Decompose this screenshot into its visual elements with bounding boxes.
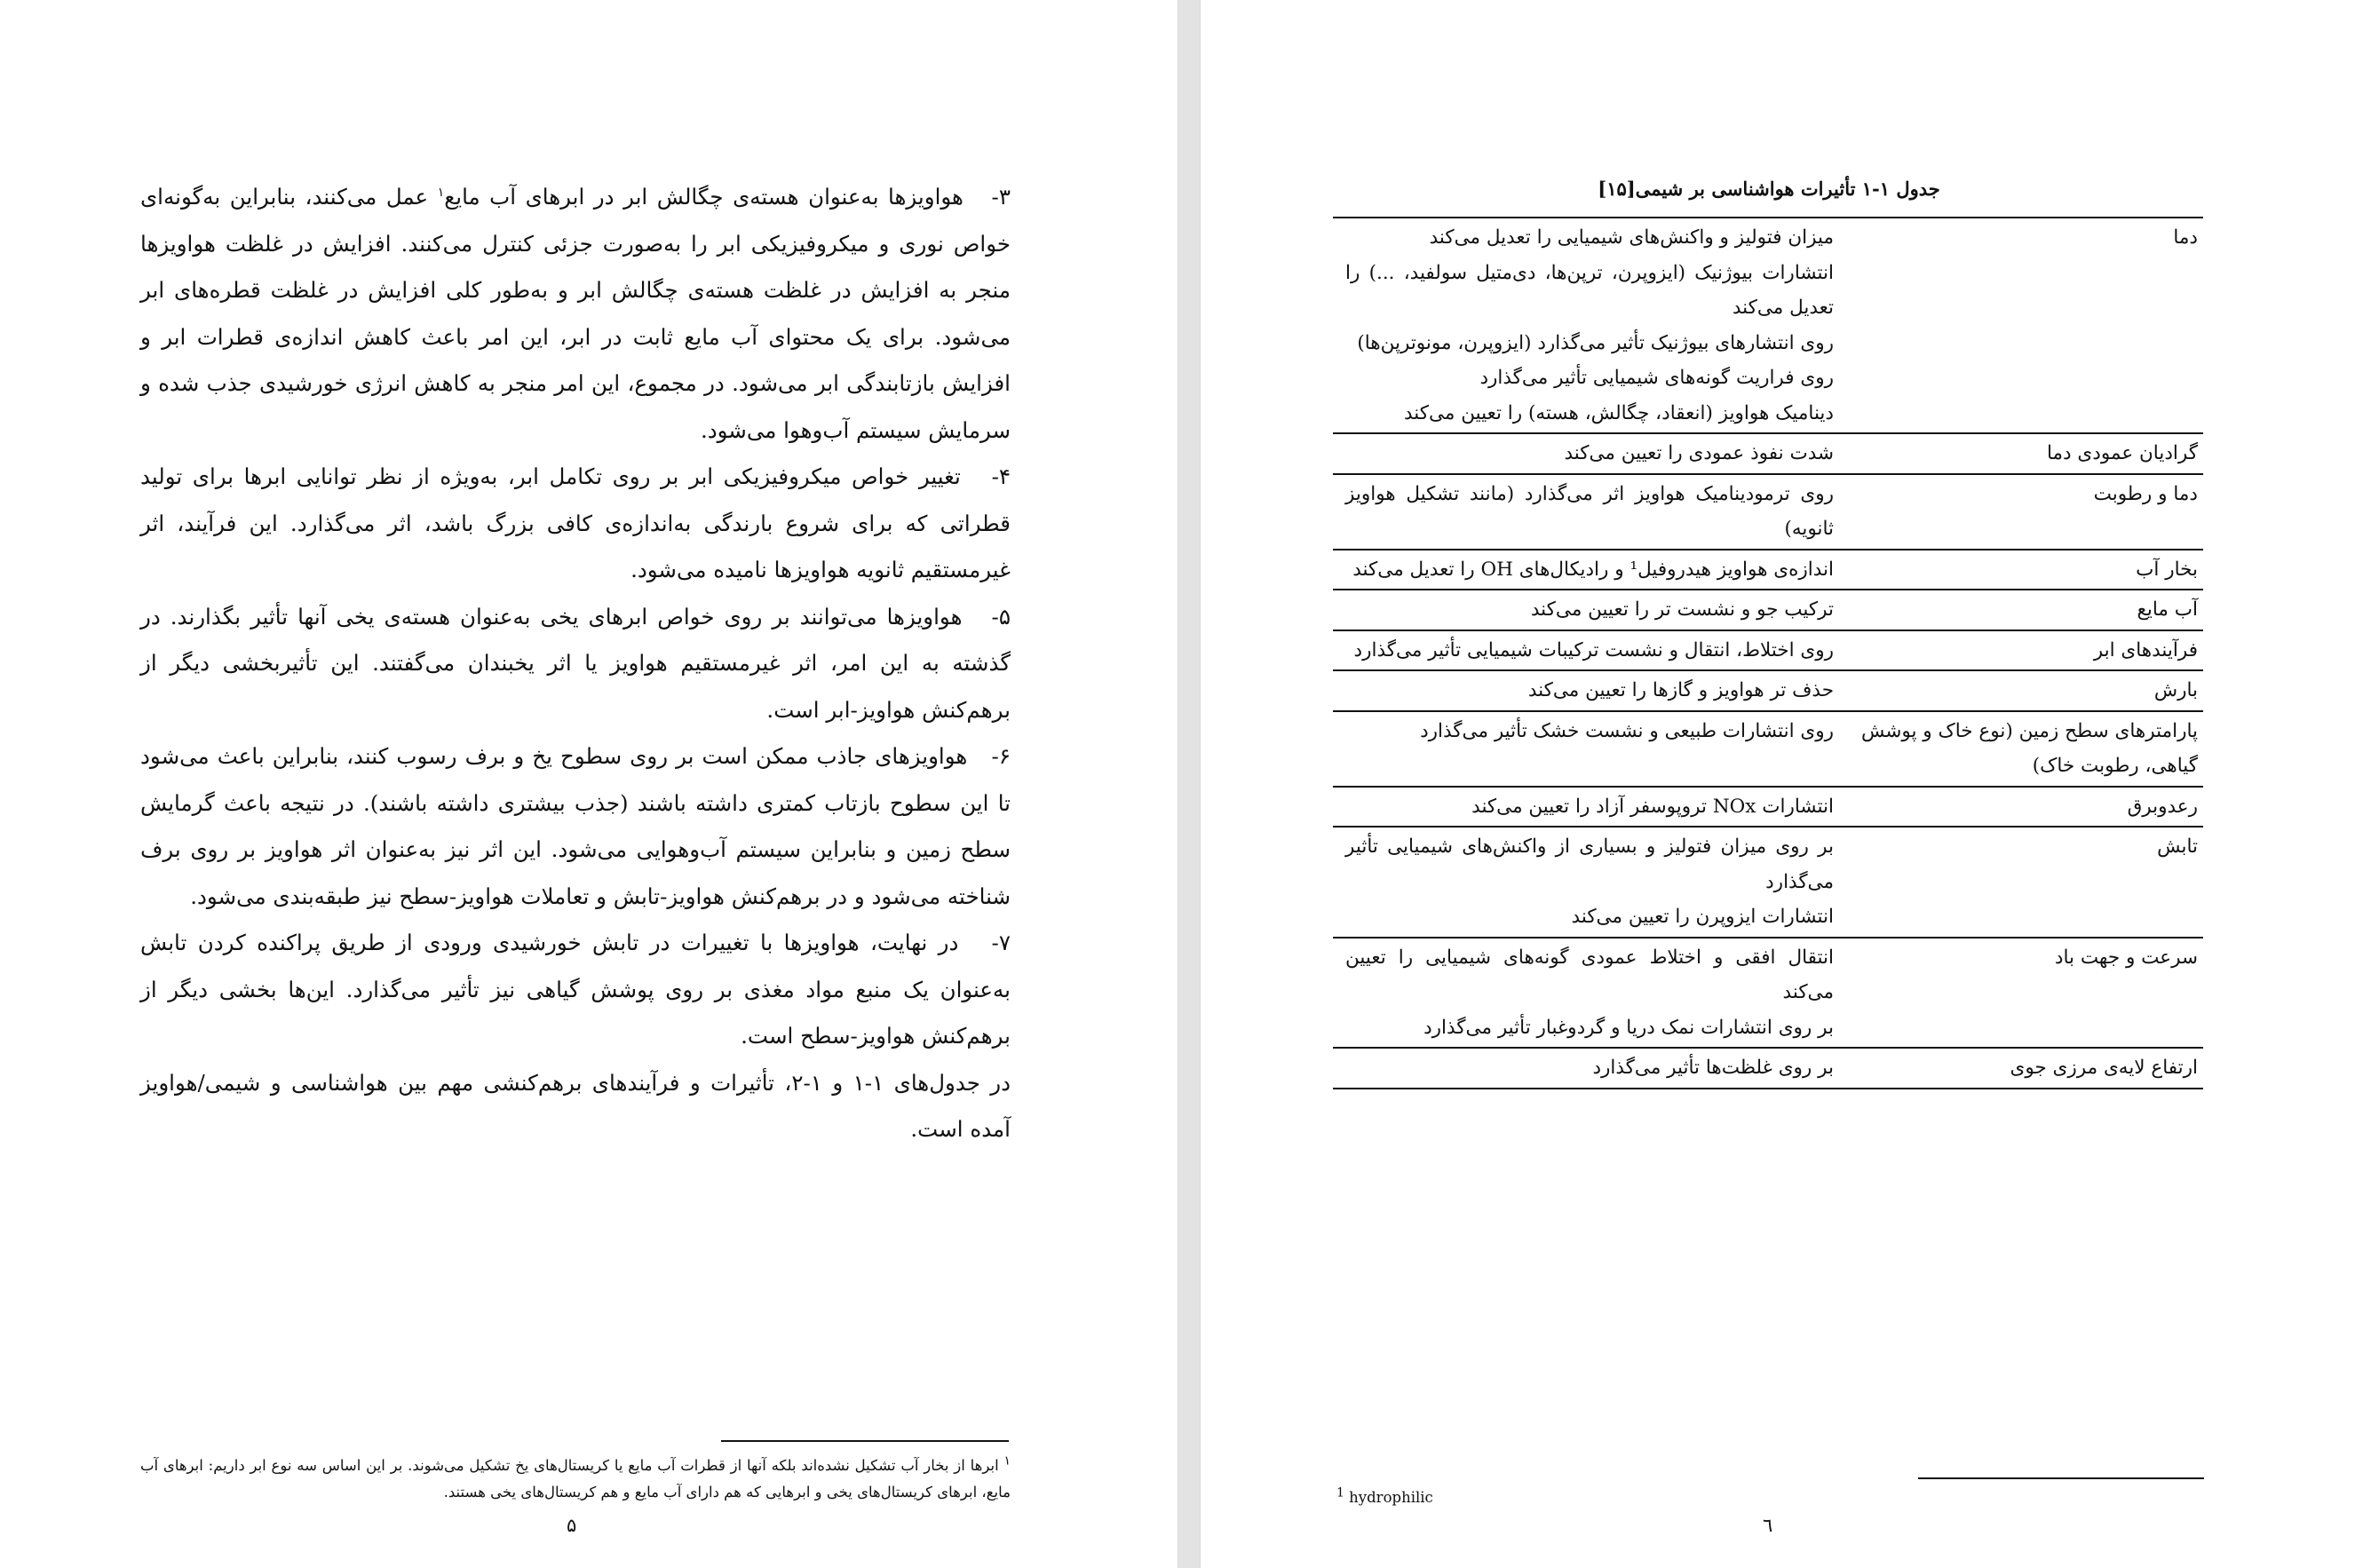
effect-line: انتشارات ایزوپرن را تعیین می‌کند [1571,906,1834,928]
effect-line: روی فراریت گونه‌های شیمیایی تأثیر می‌گذارد [1479,367,1834,389]
paragraph-number: ۳- [991,184,1011,210]
parameter-cell: دما [1834,218,2203,433]
effect-line: روی ترمودینامیک هواویز اثر می‌گذارد (مانند تشکیل هواویز ثانویه) [1345,482,1834,540]
table-row [1333,590,2203,630]
body-text [140,174,1011,1153]
effect-cell [1333,711,1834,787]
paragraph-closing [140,1060,1011,1153]
table-row [1333,474,2203,550]
effect-cell [1333,433,1834,474]
paragraph-number: ۶- [991,743,1011,769]
paragraph-number: ۵- [991,603,1011,630]
parameter-cell: گرادیان عمودی دما [1834,433,2203,474]
effect-line: ترکیب جو و نشست تر را تعیین می‌کند [1530,598,1834,621]
parameter-cell: ارتفاع لایه‌ی مرزی جوی [1834,1048,2203,1089]
effect-cell [1333,590,1834,630]
effect-line: انتقال افقی و اختلاط عمودی گونه‌های شیمیایی را تعیین می‌کند [1345,946,1834,1003]
effect-line: روی انتشارات طبیعی و نشست خشک تأثیر می‌گذارد [1420,719,1834,742]
page-left [0,0,1178,1568]
table-row [1333,938,2203,1049]
page-number: ۵ [567,1515,577,1536]
effect-line: روی انتشارهای بیوژنیک تأثیر می‌گذارد (ایزوپرن، مونوترپن‌ها) [1357,331,1834,354]
effect-cell [1333,827,1834,938]
footnote [140,1453,1011,1506]
paragraph-3 [140,174,1011,454]
footnote [1336,1486,1433,1509]
effect-line: بر روی انتشارات نمک دریا و گردوغبار تأثیر می‌گذارد [1423,1016,1834,1039]
parameter-cell: پارامترهای سطح زمین (نوع خاک و پوشش گیاهی، رطوبت خاک) [1834,711,2203,787]
footnote-number: 1 [1336,1485,1344,1501]
table-row [1333,218,2203,433]
footnote-text: ابرها از بخار آب تشکیل نشده‌اند بلکه آنها از قطرات آب مایع یا کریستال‌های یخ تشکیل می‌شوند. بر این اساس سه نوع ابر داریم: ابرهای آب مایع، ابرهای کریستال‌های یخی و ابرهایی که هم دارای آب مایع و هم کریستال‌های یخی هستند. [140,1457,1011,1501]
effect-line: حذف تر هواویز و گازها را تعیین می‌کند [1527,679,1834,701]
effect-cell [1333,787,1834,828]
page-gutter [1178,0,1201,1568]
effect-cell [1333,670,1834,711]
paragraph-text: هواویزها به‌عنوان هسته‌ی چگالش ابر در ابرهای آب مایع [444,184,963,210]
effect-line: اندازه‌ی هواویز هیدروفیل¹ و رادیکال‌های OH را تعدیل می‌کند [1352,558,1834,581]
page-number: ٦ [1763,1515,1773,1536]
paragraph-number: ۷- [991,930,1011,955]
paragraph-text: هواویزهای جاذب ممکن است بر روی سطوح یخ و برف رسوب کنند، بنابراین باعث می‌شود تا این سطوح بازتاب کمتری داشته باشند (جذب بیشتری داشته باشند). در نتیجه باعث گرمایش سطح زمین و بنابراین سیستم آب‌وهوایی می‌شود. این اثر نیز به‌عنوان اثر هواویز بر روی برف شناخته می‌شود و در برهم‌کنش هواویز-تابش و تعاملات هواویز-سطح نیز طبقه‌بندی می‌شود. [140,743,1011,909]
table-row [1333,630,2203,671]
footnote-divider [721,1440,1009,1442]
parameter-cell: فرآیندهای ابر [1834,630,2203,671]
footnote-text: hydrophilic [1349,1489,1433,1506]
paragraph-text: در نهایت، هواویزها با تغییرات در تابش خورشیدی ورودی از طریق پراکنده کردن تابش به‌عنوان یک منبع مواد مغذی بر روی پوشش گیاهی نیز تأثیر می‌گذارد. این‌ها بخشی دیگر از برهم‌کنش هواویز-سطح است. [140,930,1011,1049]
effect-cell [1333,550,1834,590]
paragraph-7 [140,920,1011,1060]
paragraph-text: عمل می‌کنند، بنابراین به‌گونه‌ای خواص نوری و میکروفیزیکی ابر را به‌صورت جزئی کنترل می‌کنند. افزایش در غلظت هواویزها منجر به افزایش در غلظت هسته‌ی چگالش ابر و به‌طور کلی افزایش در غلظت قطره‌های ابر می‌شود. برای یک محتوای آب مایع ثابت در ابر، این امر باعث کاهش اندازه‌ی قطرات ابر و افزایش بازتابندگی ابر می‌شود. در مجموع، این امر منجر به کاهش انرژی خورشیدی جذب شده و سرمایش سیستم آب‌وهوا می‌شود. [140,184,1011,443]
effect-line: انتشارات بیوژنیک (ایزوپرن، ترپن‌ها، دی‌متیل سولفید، ...) را تعدیل می‌کند [1345,261,1834,319]
paragraph-number: ۴- [991,463,1011,489]
footnote-divider [1918,1477,2204,1479]
parameter-cell: آب مایع [1834,590,2203,630]
table-row [1333,550,2203,590]
table-row [1333,827,2203,938]
effect-cell [1333,474,1834,550]
table-row [1333,787,2203,828]
effect-line: دینامیک هواویز (انعقاد، چگالش، هسته) را تعیین می‌کند [1403,401,1834,424]
paragraph-text: هواویزها می‌توانند بر روی خواص ابرهای یخی به‌عنوان هسته‌ی یخی آنها تأثیر بگذارند. در گذشته به این امر، اثر غیرمستقیم هواویز یا اثر یخبندان می‌گفتند. این تأثیربخشی دیگر از برهم‌کنش هواویز-ابر است. [140,603,1011,723]
parameter-cell: سرعت و جهت باد [1834,938,2203,1049]
effect-cell [1333,1048,1834,1089]
table-row [1333,1048,2203,1089]
table-row [1333,670,2203,711]
table-row [1333,711,2203,787]
table-row [1333,433,2203,474]
footnote-marker[interactable]: ۱ [437,185,445,200]
paragraph-6 [140,733,1011,920]
effect-line: بر روی غلظت‌ها تأثیر می‌گذارد [1592,1057,1834,1079]
effect-line: شدت نفوذ عمودی را تعیین می‌کند [1564,442,1834,464]
effect-cell [1333,938,1834,1049]
parameter-cell: بخار آب [1834,550,2203,590]
meteorology-chemistry-table [1333,217,2203,1089]
paragraph-4 [140,454,1011,594]
effect-line: میزان فتولیز و واکنش‌های شیمیایی را تعدیل می‌کند [1429,226,1834,249]
paragraph-text: تغییر خواص میکروفیزیکی ابر بر روی تکامل ابر، به‌ویژه از نظر توانایی ابرها برای تولید قطراتی که برای شروع بارندگی به‌اندازه‌ی کافی بزرگ باشد، اثر می‌گذارد. این فرآیند، اثر غیرمستقیم ثانویه هواویزها نامیده می‌شود. [140,463,1011,582]
footnote-number: ۱ [1003,1453,1011,1469]
parameter-cell: رعدوبرق [1834,787,2203,828]
effect-cell [1333,630,1834,671]
parameter-cell: تابش [1834,827,2203,938]
table-container [1333,217,2203,1089]
effect-line: انتشارات NOx تروپوسفر آزاد را تعیین می‌کند [1471,795,1834,818]
parameter-cell: بارش [1834,670,2203,711]
effect-line: روی اختلاط، انتقال و نشست ترکیبات شیمیایی تأثیر می‌گذارد [1353,638,1834,661]
parameter-cell: دما و رطوبت [1834,474,2203,550]
table-body [1333,218,2203,1089]
paragraph-5 [140,594,1011,734]
effect-cell [1333,218,1834,433]
paragraph-text: در جدول‌های ۱-۱ و ۱-۲، تأثیرات و فرآیندهای برهم‌کنشی مهم بین هواشناسی و شیمی/هواویز آمده است. [140,1069,1011,1142]
effect-line: بر روی میزان فتولیز و بسیاری از واکنش‌های شیمیایی تأثیر می‌گذارد [1345,835,1834,893]
table-caption: جدول ۱-۱ تأثیرات هواشناسی بر شیمی[۱۵] [1598,178,1940,200]
